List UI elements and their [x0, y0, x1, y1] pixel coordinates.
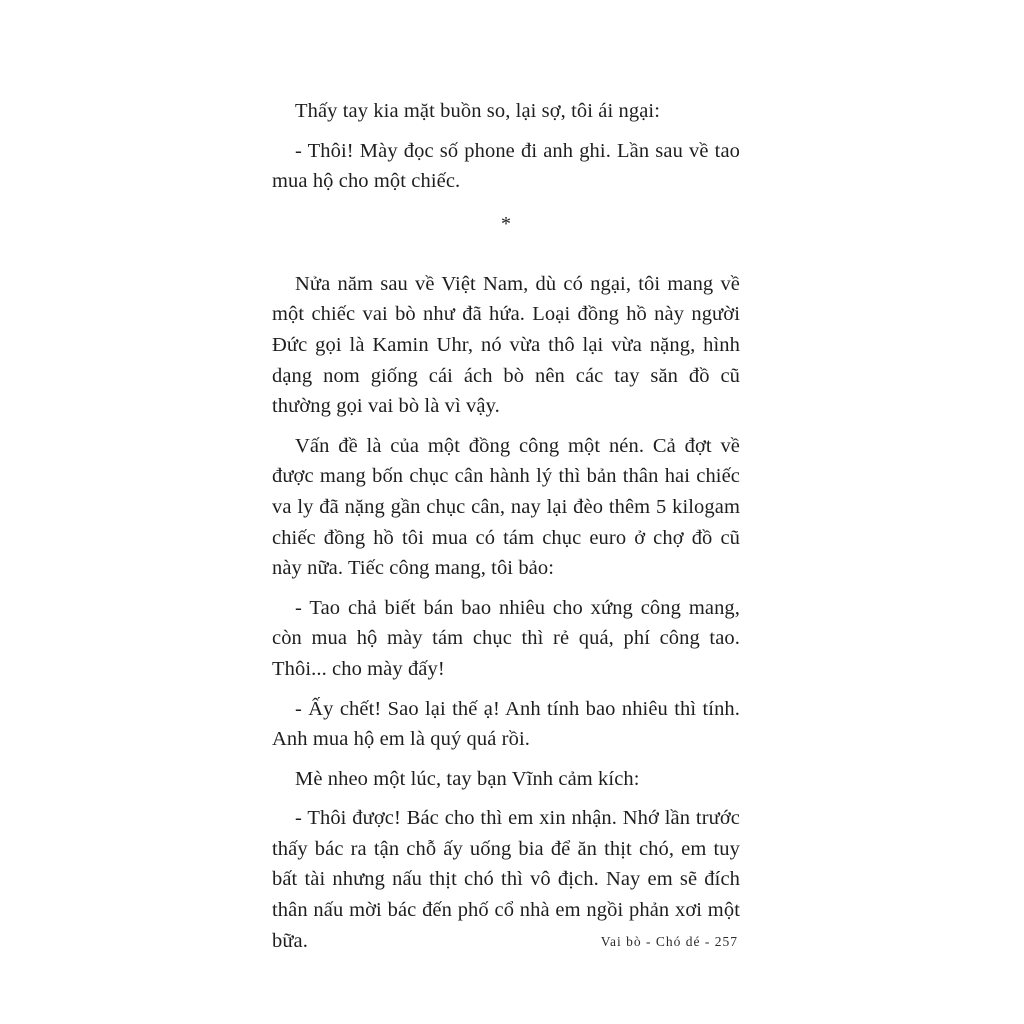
section-separator: * — [501, 212, 511, 235]
footer-separator: - — [700, 934, 715, 949]
running-title: Vai bò - Chó dé — [600, 934, 701, 949]
paragraph: - Tao chả biết bán bao nhiêu cho xứng công mang, còn mua hộ mày tám chục thì rẻ quá, phí công tao. Thôi... cho mày đấy! — [272, 596, 740, 680]
paragraph: - Thôi! Mày đọc số phone đi anh ghi. Lần sau về tao mua hộ cho một chiếc. — [272, 139, 740, 193]
page-footer — [601, 934, 738, 950]
paragraph: - Ấy chết! Sao lại thế ạ! Anh tính bao nhiêu thì tính. Anh mua hộ em là quý quá rồi. — [272, 697, 740, 751]
paragraph: Mè nheo một lúc, tay bạn Vĩnh cảm kích: — [295, 767, 640, 790]
page-number: 257 — [714, 934, 738, 949]
paragraph: Vấn đề là của một đồng công một nén. Cả đợt về được mang bốn chục cân hành lý thì bản thân hai chiếc va ly đã nặng gần chục cân, nay lại đèo thêm 5 kilogam chiếc đồng hồ tôi mua có tám chục euro ở chợ đồ cũ này nữa. Tiếc công mang, tôi bảo: — [272, 434, 740, 580]
paragraph: - Thôi được! Bác cho thì em xin nhận. Nhớ lần trước thấy bác ra tận chỗ ấy uống bia để ăn thịt chó, em tuy bất tài nhưng nấu thịt chó thì vô địch. Nay em sẽ đích thân nấu mời bác đến phố cổ nhà em ngồi phản xơi một bữa. — [272, 807, 740, 952]
paragraph: Nửa năm sau về Việt Nam, dù có ngại, tôi mang về một chiếc vai bò như đã hứa. Loại đồng hồ này người Đức gọi là Kamin Uhr, nó vừa thô lại vừa nặng, hình dạng nom giống cái ách bò nên các tay săn đồ cũ thường gọi vai bò là vì vậy. — [272, 272, 740, 418]
paragraph: Thấy tay kia mặt buồn so, lại sợ, tôi ái ngại: — [295, 100, 661, 122]
body-text — [272, 96, 740, 965]
